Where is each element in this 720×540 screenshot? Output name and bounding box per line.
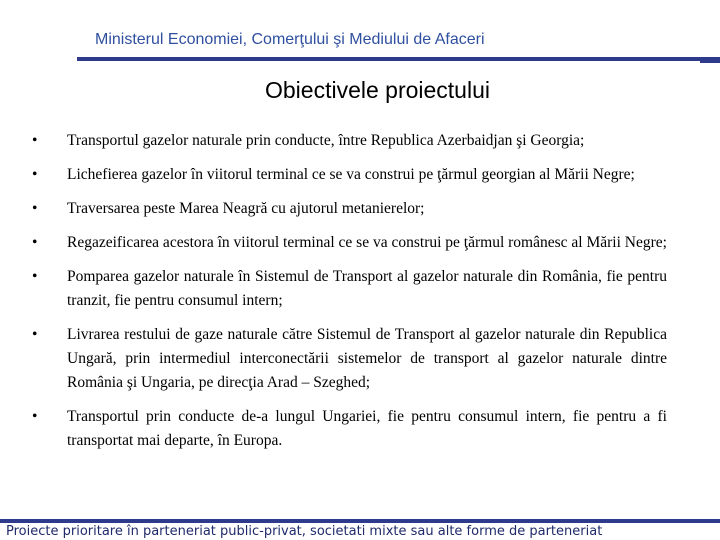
list-item bbox=[30, 197, 667, 221]
list-item bbox=[30, 323, 667, 395]
list-item bbox=[30, 231, 667, 255]
footer-text: Proiecte prioritare în parteneriat public-privat, societati mixte sau alte forme de parteneriat bbox=[6, 524, 603, 539]
list-item-text: Livrarea restului de gaze naturale către Sistemul de Transport al gazelor naturale din Republica Ungară, prin intermediul interconectării sistemelor de transport al gazelor naturale dintre România şi Ungaria, pe direcţia Arad – Szeghed; bbox=[67, 326, 667, 391]
bullet-icon: • bbox=[32, 132, 38, 149]
list-item bbox=[30, 129, 667, 153]
list-item-text: Regazeificarea acestora în viitorul terminal ce se va construi pe ţărmul românesc al Mării Negre; bbox=[67, 234, 667, 251]
bullet-icon: • bbox=[32, 268, 38, 285]
bullet-icon: • bbox=[32, 326, 38, 343]
list-item-text: Transportul prin conducte de-a lungul Ungariei, fie pentru consumul intern, fie pentru a fi transportat mai departe, în Europa. bbox=[67, 408, 667, 449]
bullet-icon: • bbox=[32, 408, 38, 425]
bullet-icon: • bbox=[32, 234, 38, 251]
header-divider-accent bbox=[700, 58, 720, 63]
ministry-header: Ministerul Economiei, Comerţului şi Mediului de Afaceri bbox=[95, 31, 485, 48]
bullet-icon: • bbox=[32, 200, 38, 217]
list-item bbox=[30, 265, 667, 313]
footer-divider bbox=[0, 519, 720, 523]
list-item-text: Lichefierea gazelor în viitorul terminal ce se va construi pe ţărmul georgian al Mării Negre; bbox=[67, 166, 635, 183]
header-divider bbox=[77, 57, 720, 61]
list-item bbox=[30, 163, 667, 187]
list-item-text: Pomparea gazelor naturale în Sistemul de Transport al gazelor naturale din România, fie pentru tranzit, fie pentru consumul intern; bbox=[67, 268, 667, 309]
list-item-text: Traversarea peste Marea Neagră cu ajutorul metanierelor; bbox=[67, 200, 425, 217]
bullet-icon: • bbox=[32, 166, 38, 183]
objectives-list bbox=[30, 129, 667, 463]
list-item bbox=[30, 405, 667, 453]
page-title: Obiectivele proiectului bbox=[264, 77, 490, 103]
list-item-text: Transportul gazelor naturale prin conducte, între Republica Azerbaidjan şi Georgia; bbox=[67, 132, 585, 149]
